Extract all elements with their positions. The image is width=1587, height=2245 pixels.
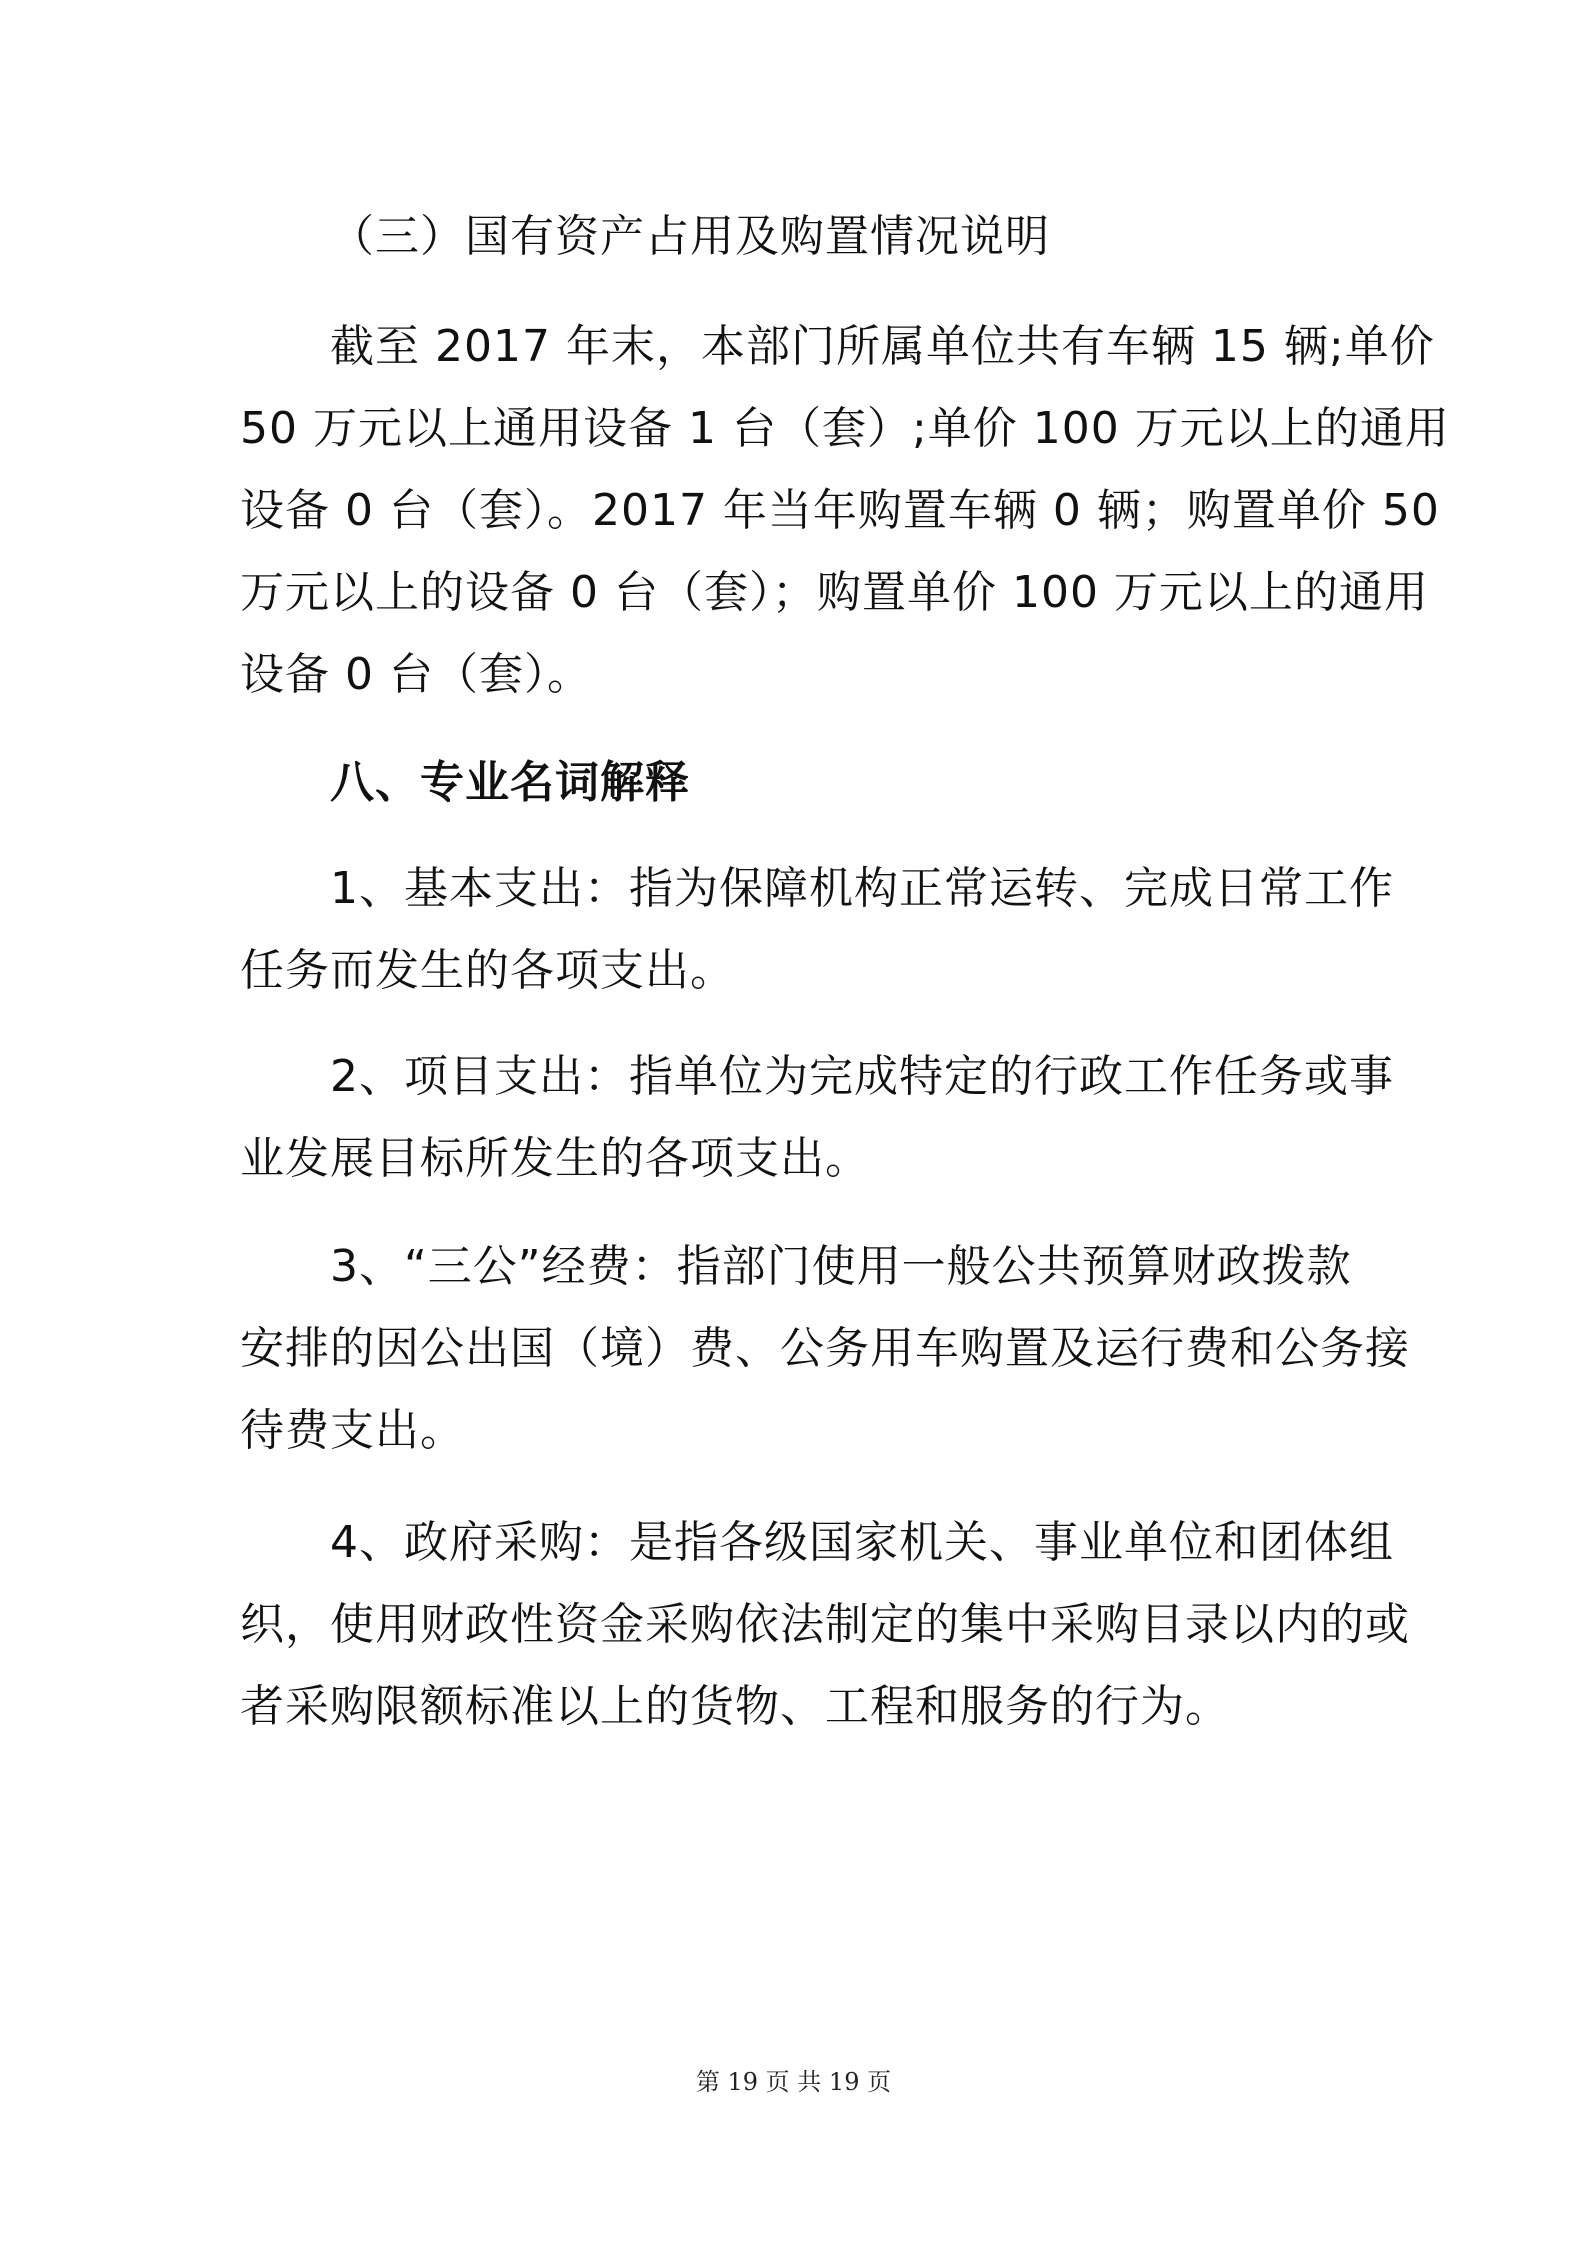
definition-item [240,848,1394,1012]
definition-line: 1、基本支出：指为保障机构正常运转、完成日常工作 [330,863,1394,914]
definition-line: 2、项目支出：指单位为完成特定的行政工作任务或事 [330,1051,1394,1102]
paragraph-line: 万元以上的设备 0 台（套）；购置单价 100 万元以上的通用 [240,567,1429,618]
definition-line: 任务而发生的各项支出。 [240,945,735,996]
paragraph-line: 设备 0 台（套）。2017 年当年购置车辆 0 辆；购置单价 50 [240,485,1440,536]
definition-line: 业发展目标所发生的各项支出。 [240,1133,870,1184]
paragraph-line: 设备 0 台（套）。 [240,649,592,700]
definition-line: 者采购限额标准以上的货物、工程和服务的行为。 [240,1681,1230,1732]
definition-line: 织，使用财政性资金采购依法制定的集中采购目录以内的或 [240,1599,1410,1650]
definition-line: 安排的因公出国（境）费、公务用车购置及运行费和公务接 [240,1323,1410,1374]
definition-line: 3、“三公”经费：指部门使用一般公共预算财政拨款 [330,1241,1352,1292]
paragraph-line: 50 万元以上通用设备 1 台（套）;单价 100 万元以上的通用 [240,403,1450,454]
definition-item [240,1226,1410,1472]
section-eight-heading [240,742,1360,824]
definition-item [240,1502,1410,1748]
section-three-title: （三）国有资产占用及购置情况说明 [330,211,1050,262]
page-footer [0,2062,1587,2097]
definition-item [240,1036,1394,1200]
section-three-heading [240,196,1360,278]
section-eight-title: 八、专业名词解释 [330,757,690,808]
definition-line: 4、政府采购：是指各级国家机关、事业单位和团体组 [330,1517,1394,1568]
definition-line: 待费支出。 [240,1405,465,1456]
page-number: 第 19 页 共 19 页 [695,2068,892,2096]
section-three-body [240,306,1450,716]
paragraph-line: 截至 2017 年末，本部门所属单位共有车辆 15 辆;单价 [330,321,1435,372]
